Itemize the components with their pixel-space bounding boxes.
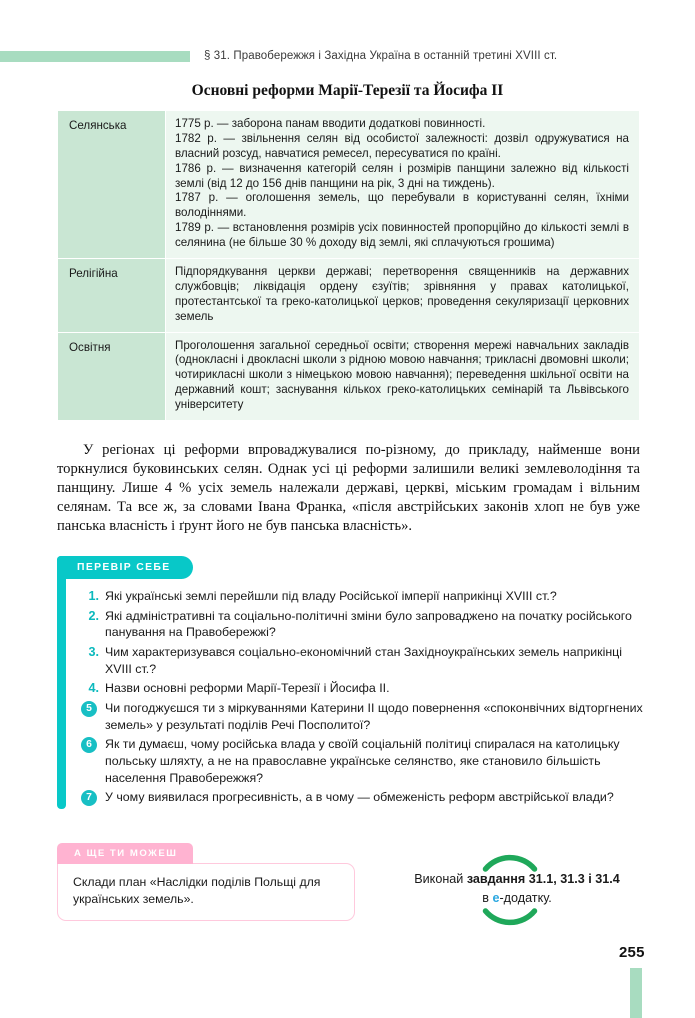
table-cell-description [166,332,640,420]
footer-accent-bar [630,968,642,1018]
question-text: Чим характеризувався соціально-економічний стан Західноукраїнських земель наприкінці XVIII ст.? [105,645,623,676]
page-number: 255 [619,944,645,961]
e-app-prefix: Виконай [414,872,467,886]
question-text: Чи погоджуєшся ти з міркуваннями Катерини II щодо повернення «споконвічних відторгнених земель» у результаті поділів Речі Посполитої? [105,701,643,732]
running-head-accent-bar [0,51,190,62]
extra-task-card [57,843,355,921]
question-number: 4. [88,681,99,696]
list-item [81,680,647,697]
list-item [81,789,647,806]
table-title: Основні реформи Марії-Терезії та Йосифа II [191,82,504,99]
question-number-badge: 6 [81,737,97,753]
e-app-line2-before: в [482,890,493,905]
list-item [81,736,647,786]
question-text: Які адміністративні та соціально-політичні зміни було запроваджено на початку російського панування на Правобережжі? [105,608,632,640]
e-app-line2-after: -додатку. [499,890,552,905]
table-cell-description [166,111,640,259]
table-cell-category: Релігійна [58,259,166,333]
extra-task-text: Склади план «Наслідки поділів Польщі для українських земель». [57,863,355,921]
table-row [58,332,640,420]
check-yourself-section [57,556,647,809]
table-cell-category: Селянська [58,111,166,259]
question-list [57,588,647,806]
list-item [81,644,647,677]
list-item [81,588,647,605]
table-cell-category: Освітня [58,332,166,420]
question-number-badge: 5 [81,701,97,717]
running-head [0,47,695,65]
question-text: У чому виявилася прогресивність, а в чому — обмеженість реформ австрійської влади? [105,790,614,805]
question-text: Як ти думаєш, чому російська влада у своїй соціальній політиці спиралася на католицьку польську шляхту, а не на православне українське селянство, яке становило більшість населення Правобережжя? [105,737,620,785]
table-cell-text: Підпорядкування церкви державі; перетворення священників на державних службовців; ліквідація ордену єзуїтів; зрівняння у правах католицької, протестантської та греко-католицької церков; проведення секуляризації церковних земель [175,265,629,323]
table-cell-text: 1775 р. — заборона панам вводити додаткові повинності. 1782 р. — звільнення селян від особистої залежності: дозвіл одружуватися на власний розсуд, навчатися ремесел, пересуватися по країні. 1786 р. — визначення категорій селян і розмірів панщини залежно від кількості землі (від 12 до 156 днів панщини на рік, 3 дні на тиждень). 1787 р. — оголошення земель, що перебували в користуванні селян, їхніми володіннями. 1789 р. — встановлення розмірів усіх повинностей пропорційно до кількості землі в селянина (не більше 30 % доходу від землі, які сплачуються грошима) [175,117,629,250]
question-number: 1. [88,589,99,603]
question-number: 2. [88,608,99,623]
check-yourself-label: ПЕРЕВІР СЕБЕ [57,556,193,579]
body-paragraph: У регіонах ці реформи впроваджувалися по-різному, до прикладу, найменше вони торкнулися буковинських селян. Однак усі ці реформи залишили великі землеволодіння та панщину. Лише 4 % усіх земель належали державі, церкві, міським громадам і вільним селянам. Та все ж, за словами Івана Франка, «після австрійських законів хлоп не був уже панська власність і ґрунт його не був панська власність». [57,441,640,534]
e-app-callout [372,848,662,932]
list-item [81,700,647,733]
question-number: 3. [88,645,99,660]
question-number-badge: 7 [81,790,97,806]
extra-task-label: А ЩЕ ТИ МОЖЕШ [57,843,193,864]
table-row [58,259,640,333]
table-cell-description [166,259,640,333]
reforms-table-body [58,111,640,421]
table-row [58,111,640,259]
e-app-task-numbers: завдання 31.1, 31.3 і 31.4 [466,872,620,886]
table-cell-text: Проголошення загальної середньої освіти; створення мережі навчальних закладів (однокласні і двокласні школи з рідною мовою навчання; трикласні двомовні школи; чотирикласні школи з німецькою мовою навчання); переведення шкільної освіти на державний кошт; заснування кількох греко-католицьких семінарій та Львівського університету [175,338,629,412]
e-app-e-letter: е [492,890,500,905]
list-item [81,608,647,641]
e-app-text [372,870,662,908]
reforms-table [57,110,640,421]
question-text: Які українські землі перейшли під владу Російської імперії наприкінці XVIII ст.? [105,589,557,603]
question-text: Назви основні реформи Марії-Терезії і Йосифа II. [105,681,390,696]
running-head-text: § 31. Правобережжя і Західна Україна в останній третині XVIII ст. [204,50,558,62]
